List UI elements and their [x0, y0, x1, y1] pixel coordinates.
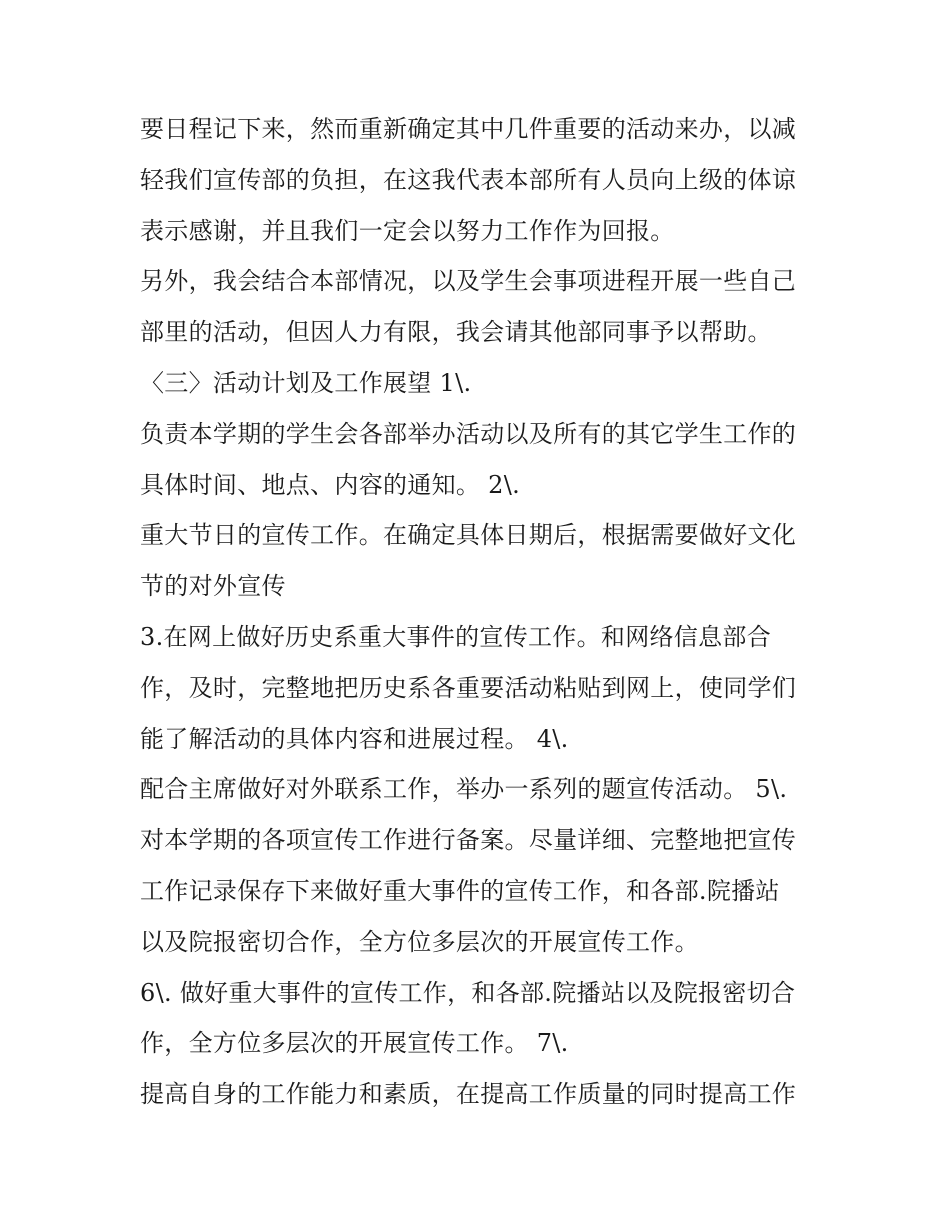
text-line: 能了解活动的具体内容和进展过程。 4\. — [140, 724, 569, 753]
text-line: 节的对外宣传 — [140, 572, 286, 601]
text-line: 工作记录保存下来做好重大事件的宣传工作，和各部.院播站 — [140, 876, 780, 905]
text-line: 3.在网上做好历史系重大事件的宣传工作。和网络信息部合 — [140, 622, 771, 651]
text-line: 作，及时，完整地把历史系各重要活动粘贴到网上，使同学们 — [140, 673, 797, 702]
text-line: 重大节日的宣传工作。在确定具体日期后，根据需要做好文化 — [140, 521, 797, 550]
text-line: 作，全方位多层次的开展宣传工作。 7\. — [140, 1029, 569, 1058]
text-line: 配合主席做好对外联系工作，举办一系列的题宣传活动。 5\. — [140, 775, 788, 804]
section-heading: 〈三〉活动计划及工作展望 1\. — [140, 368, 472, 397]
text-line: 对本学期的各项宣传工作进行备案。尽量详细、完整地把宣传 — [140, 826, 797, 855]
text-line: 负责本学期的学生会各部举办活动以及所有的其它学生工作的 — [140, 419, 797, 448]
text-line: 6\. 做好重大事件的宣传工作，和各部.院播站以及院报密切合 — [140, 978, 796, 1007]
text-line: 另外，我会结合本部情况，以及学生会事项进程开展一些自己 — [140, 267, 797, 296]
text-line: 表示感谢，并且我们一定会以努力工作作为回报。 — [140, 216, 675, 245]
text-line: 轻我们宣传部的负担，在这我代表本部所有人员向上级的体谅 — [140, 165, 797, 194]
text-line: 提高自身的工作能力和素质，在提高工作质量的同时提高工作 — [140, 1080, 797, 1109]
text-line: 要日程记下来，然而重新确定其中几件重要的活动来办，以减 — [140, 115, 797, 143]
text-line: 具体时间、地点、内容的通知。 2\. — [140, 470, 521, 499]
text-line: 以及院报密切合作，全方位多层次的开展宣传工作。 — [140, 927, 699, 956]
text-line: 部里的活动，但因人力有限，我会请其他部同事予以帮助。 — [140, 318, 772, 347]
document-body — [140, 104, 820, 1120]
